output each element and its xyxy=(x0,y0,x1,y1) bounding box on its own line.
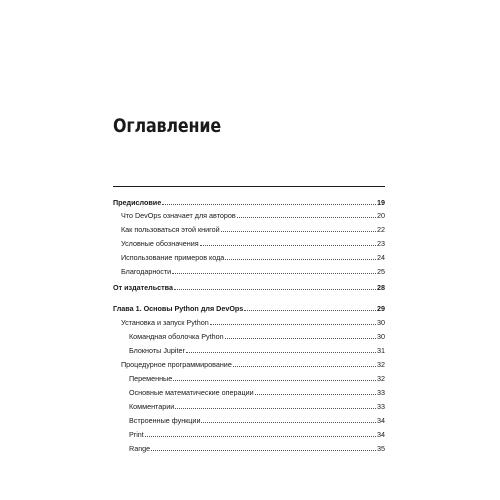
toc-entry xyxy=(129,343,385,355)
toc-entry-page: 33 xyxy=(377,402,385,411)
toc-leader-dots xyxy=(233,366,376,367)
toc-entry-title: Использование примеров кода xyxy=(121,253,225,262)
toc-entry xyxy=(121,357,385,369)
page-title: Оглавление xyxy=(113,116,221,137)
toc-entry-page: 33 xyxy=(377,388,385,397)
toc-entry-title: Комментарии xyxy=(129,402,175,411)
toc-entry xyxy=(113,280,385,292)
toc-leader-dots xyxy=(162,204,376,205)
toc-entry xyxy=(129,399,385,411)
toc-entry xyxy=(121,250,385,262)
toc-entry-page: 28 xyxy=(377,283,385,292)
toc-leader-dots xyxy=(173,380,376,381)
toc-entry xyxy=(129,441,385,453)
toc-leader-dots xyxy=(172,273,376,274)
toc-leader-dots xyxy=(151,450,376,451)
toc-entry xyxy=(121,222,385,234)
toc-entry-page: 34 xyxy=(377,416,385,425)
toc-entry xyxy=(121,208,385,220)
toc-leader-dots xyxy=(186,352,376,353)
toc-entry-title: Предисловие xyxy=(113,198,162,207)
toc-entry-title: Как пользоваться этой книгой xyxy=(121,225,220,234)
toc-entry-title: Основные математические операции xyxy=(129,388,254,397)
toc-entry-title: Переменные xyxy=(129,374,173,383)
toc-entry-page: 31 xyxy=(377,346,385,355)
toc-entry xyxy=(121,264,385,276)
toc-entry-page: 30 xyxy=(377,332,385,341)
toc-entry xyxy=(113,301,385,313)
toc-leader-dots xyxy=(201,422,376,423)
toc-leader-dots xyxy=(175,408,376,409)
toc-entry-title: От издательства xyxy=(113,283,173,292)
toc-entry-page: 30 xyxy=(377,318,385,327)
toc-leader-dots xyxy=(200,245,376,246)
toc-entry-title: Print xyxy=(129,430,144,439)
toc-entry-title: Условные обозначения xyxy=(121,239,199,248)
toc-entry-page: 24 xyxy=(377,253,385,262)
toc-entry xyxy=(121,236,385,248)
toc-entry-title: Что DevOps означает для авторов xyxy=(121,211,236,220)
toc-entry-title: Установка и запуск Python xyxy=(121,318,209,327)
toc-entry-page: 22 xyxy=(377,225,385,234)
toc-leader-dots xyxy=(244,310,376,311)
toc-entry-page: 29 xyxy=(377,304,385,313)
toc-entry xyxy=(121,315,385,327)
toc-entry-title: Range xyxy=(129,444,151,453)
toc-entry xyxy=(129,427,385,439)
toc-entry-title: Встроенные функции xyxy=(129,416,201,425)
toc-entry-page: 34 xyxy=(377,430,385,439)
toc-leader-dots xyxy=(225,338,376,339)
toc-entry-title: Процедурное программирование xyxy=(121,360,232,369)
toc-entry-page: 25 xyxy=(377,267,385,276)
toc-leader-dots xyxy=(225,259,376,260)
toc-entry xyxy=(129,413,385,425)
toc-entry xyxy=(129,385,385,397)
toc-entry-page: 32 xyxy=(377,374,385,383)
toc-leader-dots xyxy=(255,394,376,395)
toc-entry-title: Командная оболочка Python xyxy=(129,332,224,341)
toc-entry-title: Глава 1. Основы Python для DevOps xyxy=(113,304,244,313)
toc-leader-dots xyxy=(174,289,376,290)
toc-entry-page: 35 xyxy=(377,444,385,453)
toc-entry xyxy=(129,329,385,341)
toc-entry-page: 32 xyxy=(377,360,385,369)
toc-entry-page: 20 xyxy=(377,211,385,220)
toc-leader-dots xyxy=(237,217,376,218)
toc-entry xyxy=(129,371,385,383)
toc-entry-page: 23 xyxy=(377,239,385,248)
toc-leader-dots xyxy=(145,436,376,437)
toc-leader-dots xyxy=(221,231,376,232)
toc-entry-title: Благодарности xyxy=(121,267,172,276)
toc-entry xyxy=(113,195,385,207)
toc-entry-page: 19 xyxy=(377,198,385,207)
toc-entry-title: Блокноты Jupiter xyxy=(129,346,185,355)
toc-leader-dots xyxy=(210,324,376,325)
